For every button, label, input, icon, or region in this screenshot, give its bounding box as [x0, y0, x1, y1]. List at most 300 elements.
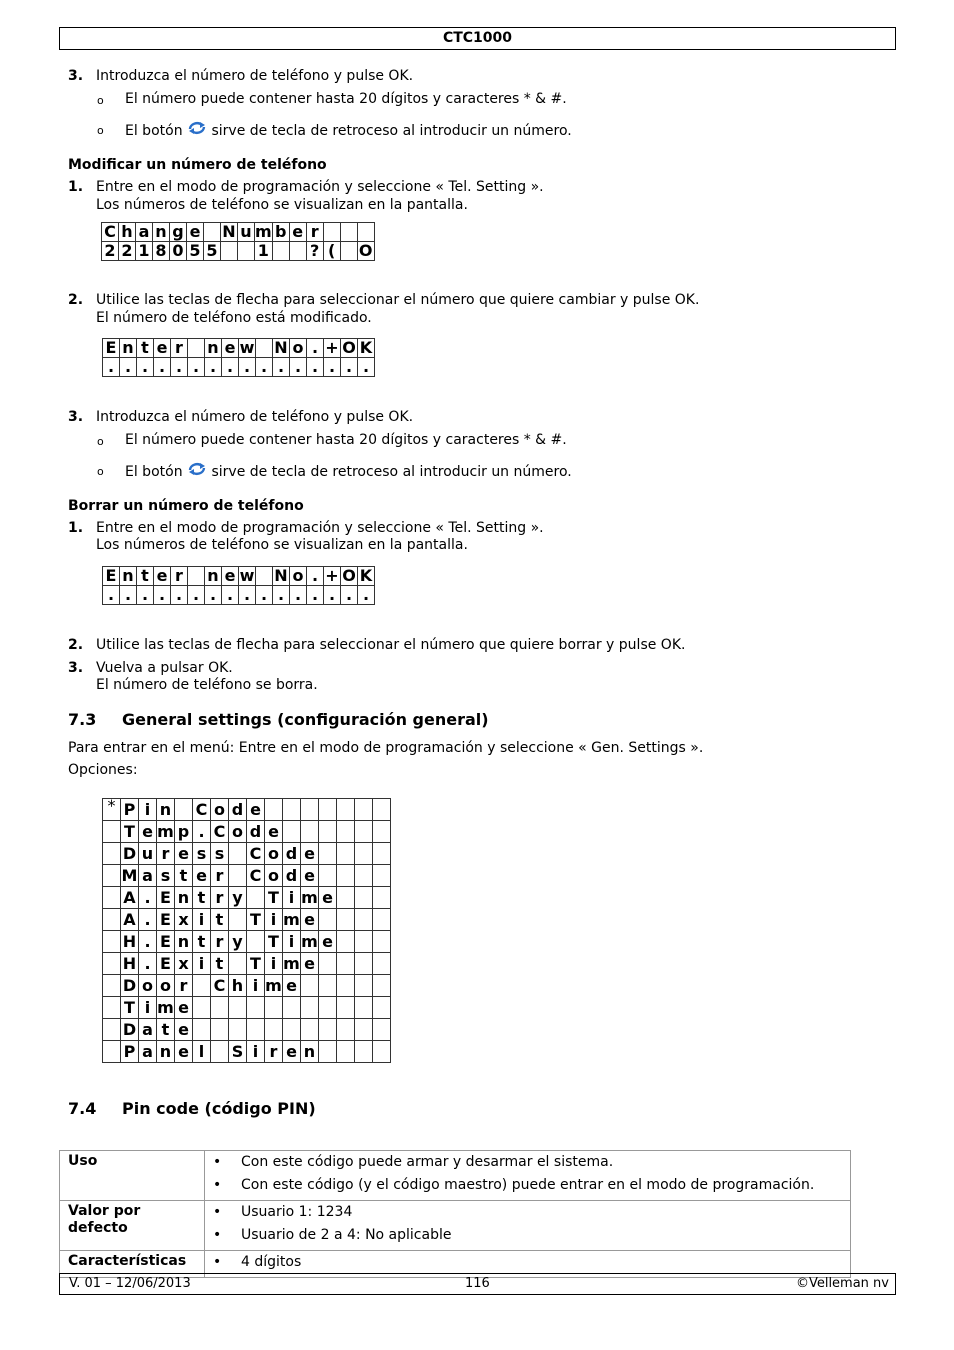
row-label: Uso — [60, 1151, 205, 1201]
lcd-cell: y — [229, 931, 247, 953]
lcd-cell: t — [211, 953, 229, 975]
bullet: • — [213, 1154, 222, 1170]
lcd-cell: e — [187, 223, 204, 242]
lcd-cell — [337, 821, 355, 843]
menu-row — [103, 975, 391, 997]
lcd-cell — [337, 843, 355, 865]
lcd-cell: e — [222, 339, 239, 358]
lcd-cell: r — [211, 865, 229, 887]
lcd-cell: e — [301, 953, 319, 975]
lcd-cell: N — [274, 566, 288, 585]
lcd-cell: P — [121, 1041, 139, 1063]
lcd-cell: d — [283, 843, 301, 865]
lcd-cell: o — [211, 799, 229, 821]
lcd-cell: o — [157, 975, 175, 997]
lcd-cell: . — [103, 586, 120, 605]
lcd-cell — [355, 843, 373, 865]
lcd-cell: r — [157, 843, 175, 865]
lcd-cell: H — [121, 931, 139, 953]
lcd-cell — [355, 931, 373, 953]
lcd-cell: t — [193, 931, 211, 953]
lcd-cell: i — [247, 1041, 265, 1063]
lcd-cell: . — [222, 586, 239, 605]
lcd-cell: e — [222, 567, 239, 586]
lcd-cell: m — [301, 932, 318, 951]
lcd-cell — [301, 975, 319, 997]
lcd-cell — [319, 1019, 337, 1041]
lcd-row — [103, 586, 375, 605]
lcd-cell: 1 — [136, 242, 153, 261]
step-text-cont: El número de teléfono se borra. — [96, 677, 318, 693]
lcd-cell — [319, 843, 337, 865]
lcd-row — [102, 242, 375, 261]
lcd-cell: x — [175, 909, 193, 931]
lcd-cell: t — [137, 339, 154, 358]
lcd-cell — [283, 997, 301, 1019]
lcd-cell — [319, 865, 337, 887]
paragraph: Opciones: — [68, 762, 138, 778]
sub-bullet-mark: o — [97, 94, 104, 107]
lcd-cell: . — [171, 586, 188, 605]
lcd-cell: t — [211, 909, 229, 931]
lcd-cell: . — [324, 358, 341, 377]
lcd-cell: a — [136, 223, 153, 242]
lcd-cell — [204, 223, 221, 242]
lcd-cell: s — [211, 843, 229, 865]
lcd-cell: r — [171, 339, 188, 358]
lcd-cell: m — [283, 954, 300, 973]
lcd-cell: d — [283, 865, 301, 887]
lcd-cell — [283, 821, 301, 843]
lcd-cell — [337, 909, 355, 931]
lcd-cell — [229, 1019, 247, 1041]
lcd-cell: r — [306, 223, 323, 242]
lcd-cell — [265, 799, 283, 821]
lcd-cell: . — [358, 586, 375, 605]
lcd-cell: d — [247, 821, 265, 843]
lcd-cell — [319, 799, 337, 821]
menu-row — [103, 843, 391, 865]
lcd-cell: i — [247, 975, 265, 997]
lcd-cell — [355, 1041, 373, 1063]
lcd-cell — [355, 909, 373, 931]
bullet: • — [213, 1254, 222, 1270]
lcd-cell: D — [121, 1019, 139, 1041]
lcd-cell: T — [247, 909, 265, 931]
step-number: 3. — [68, 660, 84, 676]
lcd-cell: K — [358, 339, 375, 358]
lcd-cell: u — [139, 843, 157, 865]
lcd-cell: + — [325, 566, 339, 585]
lcd-cell: H — [121, 953, 139, 975]
lcd-cell: u — [238, 223, 255, 242]
section-number: 7.3 — [68, 710, 97, 729]
lcd-cell: e — [283, 975, 301, 997]
lcd-cell: m — [255, 222, 272, 241]
lcd-cell: . — [290, 358, 307, 377]
lcd-cell: r — [265, 1041, 283, 1063]
text-after-icon: sirve de tecla de retroceso al introducir un número. — [211, 123, 572, 139]
menu-cursor-cell: * — [103, 799, 121, 821]
lcd-cell: . — [139, 909, 157, 931]
lcd-cell: 1 — [255, 242, 273, 261]
lcd-cell: . — [137, 358, 154, 377]
lcd-cell: e — [283, 1041, 301, 1063]
lcd-cell — [319, 821, 337, 843]
lcd-cell: . — [139, 953, 157, 975]
lcd-cell — [337, 975, 355, 997]
lcd-cell — [229, 997, 247, 1019]
lcd-cell: T — [247, 953, 265, 975]
lcd-cell: r — [171, 567, 188, 586]
lcd-cell: e — [154, 339, 171, 358]
lcd-cell: r — [211, 931, 229, 953]
lcd-row — [103, 339, 375, 358]
lcd-cell — [175, 799, 193, 821]
lcd-cell: e — [319, 931, 337, 953]
lcd-cell — [193, 1019, 211, 1041]
lcd-cell: m — [157, 822, 174, 841]
text-after-icon: sirve de tecla de retroceso al introducir un número. — [211, 464, 572, 480]
pin-code-table — [59, 1150, 851, 1278]
lcd-cell: 2 — [102, 242, 119, 261]
sub-bullet-mark: o — [97, 435, 104, 448]
lcd-cell — [188, 339, 205, 358]
lcd-cell — [193, 975, 211, 997]
lcd-cell — [188, 567, 205, 586]
step-number: 3. — [68, 68, 84, 84]
menu-cursor-cell — [103, 821, 121, 843]
menu-row — [103, 909, 391, 931]
menu-row — [103, 799, 391, 821]
lcd-cell: A — [121, 887, 139, 909]
lcd-cell: C — [247, 843, 265, 865]
list-item: • Usuario de 2 a 4: No aplicable — [213, 1227, 452, 1243]
lcd-cell: C — [193, 799, 211, 821]
lcd-cell: r — [175, 975, 193, 997]
lcd-cell: b — [272, 223, 289, 242]
lcd-cell: h — [119, 223, 136, 242]
lcd-cell: e — [193, 865, 211, 887]
lcd-cell: w — [239, 338, 255, 357]
lcd-cell: e — [247, 799, 265, 821]
lcd-cell — [238, 242, 255, 261]
lcd-cell: . — [120, 586, 137, 605]
menu-cursor-cell — [103, 887, 121, 909]
lcd-cell — [265, 997, 283, 1019]
lcd-cell: e — [265, 821, 283, 843]
lcd-cell: P — [121, 799, 139, 821]
step-number: 2. — [68, 637, 84, 653]
lcd-cell — [323, 223, 340, 242]
lcd-cell: . — [154, 358, 171, 377]
lcd-cell: e — [175, 843, 193, 865]
lcd-cell — [373, 865, 391, 887]
lcd-cell: a — [139, 865, 157, 887]
sub-bullet-text — [125, 461, 572, 481]
lcd-cell — [301, 997, 319, 1019]
lcd-cell: i — [283, 931, 301, 953]
lcd-cell — [337, 887, 355, 909]
lcd-cell: n — [175, 887, 193, 909]
lcd-cell: . — [307, 358, 324, 377]
lcd-cell: . — [358, 358, 375, 377]
step-number: 1. — [68, 179, 84, 195]
lcd-cell: . — [290, 586, 307, 605]
menu-cursor-cell — [103, 997, 121, 1019]
lcd-cell — [373, 931, 391, 953]
lcd-cell: i — [193, 953, 211, 975]
lcd-cell: n — [157, 1041, 175, 1063]
lcd-cell: O — [358, 241, 373, 260]
lcd-cell — [373, 1041, 391, 1063]
table-row — [60, 1201, 851, 1251]
lcd-cell: . — [171, 358, 188, 377]
lcd-cell: . — [139, 887, 157, 909]
menu-cursor-cell — [103, 953, 121, 975]
lcd-cell: n — [175, 931, 193, 953]
lcd-cell — [373, 909, 391, 931]
lcd-cell: i — [265, 953, 283, 975]
lcd-cell — [373, 799, 391, 821]
step-text: Entre en el modo de programación y seleccione « Tel. Setting ». — [96, 179, 544, 195]
lcd-cell — [283, 1019, 301, 1041]
lcd-cell: n — [153, 223, 170, 242]
lcd-cell — [211, 1041, 229, 1063]
lcd-cell: N — [222, 222, 236, 241]
lcd-cell — [229, 909, 247, 931]
menu-row — [103, 1041, 391, 1063]
lcd-cell — [340, 223, 357, 242]
lcd-cell: . — [256, 586, 273, 605]
refresh-arrows-icon — [187, 461, 207, 477]
lcd-cell: e — [301, 865, 319, 887]
lcd-cell: s — [157, 865, 175, 887]
lcd-cell: K — [358, 567, 375, 586]
lcd-cell — [355, 997, 373, 1019]
lcd-cell — [319, 975, 337, 997]
lcd-cell: w — [239, 566, 255, 585]
section-title: General settings (configuración general) — [122, 710, 489, 729]
lcd-cell: . — [273, 358, 290, 377]
lcd-cell: C — [247, 865, 265, 887]
lcd-cell — [211, 1019, 229, 1041]
footer-copyright: ©Velleman nv — [795, 1276, 889, 1291]
lcd-cell: m — [265, 976, 282, 995]
lcd-cell — [373, 953, 391, 975]
step-text-cont: Los números de teléfono se visualizan en la pantalla. — [96, 537, 468, 553]
lcd-cell — [247, 887, 265, 909]
lcd-cell: e — [301, 909, 319, 931]
lcd-cell: r — [211, 887, 229, 909]
lcd-cell — [247, 1019, 265, 1041]
sub-bullet-text: El número puede contener hasta 20 dígitos y caracteres * & #. — [125, 91, 567, 107]
lcd-cell: . — [324, 586, 341, 605]
lcd-cell: e — [175, 1041, 193, 1063]
lcd-cell: E — [157, 909, 175, 931]
bullet: • — [213, 1204, 222, 1220]
lcd-cell: x — [175, 953, 193, 975]
lcd-cell — [355, 799, 373, 821]
lcd-cell: o — [265, 865, 283, 887]
lcd-cell: ( — [323, 242, 340, 261]
lcd-cell: . — [137, 586, 154, 605]
step-text: Vuelva a pulsar OK. — [96, 660, 233, 676]
lcd-cell: o — [290, 567, 307, 586]
lcd-cell: i — [139, 997, 157, 1019]
lcd-cell: O — [342, 566, 356, 585]
section-heading-delete: Borrar un número de teléfono — [68, 498, 304, 514]
lcd-cell — [319, 997, 337, 1019]
lcd-cell — [265, 1019, 283, 1041]
list-item: • Usuario 1: 1234 — [213, 1204, 353, 1220]
lcd-cell: E — [157, 953, 175, 975]
lcd-cell — [229, 843, 247, 865]
step-number: 1. — [68, 520, 84, 536]
lcd-cell — [301, 799, 319, 821]
lcd-cell: C — [211, 975, 229, 997]
lcd-cell: . — [341, 586, 358, 605]
menu-cursor-cell — [103, 909, 121, 931]
step-text-cont: El número de teléfono está modificado. — [96, 310, 372, 326]
lcd-cell — [229, 865, 247, 887]
paragraph: Para entrar en el menú: Entre en el modo de programación y seleccione « Gen. Settings ». — [68, 740, 704, 756]
lcd-cell — [337, 997, 355, 1019]
lcd-cell — [357, 223, 374, 242]
lcd-cell: N — [274, 338, 288, 357]
lcd-cell: i — [193, 909, 211, 931]
lcd-cell: t — [175, 865, 193, 887]
lcd-cell — [373, 887, 391, 909]
menu-cursor-cell — [103, 1019, 121, 1041]
lcd-cell: . — [341, 358, 358, 377]
lcd-cell — [373, 821, 391, 843]
lcd-cell — [256, 567, 273, 586]
footer-page-number: 116 — [465, 1276, 490, 1291]
lcd-cell: T — [121, 821, 139, 843]
menu-row — [103, 821, 391, 843]
lcd-row — [103, 358, 375, 377]
lcd-cell: . — [307, 586, 324, 605]
lcd-cell: d — [229, 799, 247, 821]
lcd-cell: s — [193, 843, 211, 865]
lcd-cell — [301, 1019, 319, 1041]
menu-row — [103, 865, 391, 887]
row-label: Valor por defecto — [60, 1201, 205, 1251]
lcd-cell — [301, 821, 319, 843]
lcd-cell — [373, 975, 391, 997]
lcd-cell: m — [283, 910, 300, 929]
lcd-cell: a — [139, 1041, 157, 1063]
lcd-cell — [319, 1041, 337, 1063]
lcd-cell: e — [139, 821, 157, 843]
menu-row — [103, 1019, 391, 1041]
step-text: Utilice las teclas de flecha para seleccionar el número que quiere cambiar y pulse OK. — [96, 292, 700, 308]
lcd-cell — [355, 887, 373, 909]
lcd-cell — [211, 997, 229, 1019]
lcd-cell — [373, 997, 391, 1019]
lcd-cell: e — [175, 997, 193, 1019]
lcd-cell: . — [273, 586, 290, 605]
lcd-cell: m — [157, 998, 174, 1017]
lcd-cell: e — [154, 567, 171, 586]
lcd-cell — [229, 953, 247, 975]
lcd-cell: m — [301, 888, 318, 907]
lcd-cell: n — [120, 567, 137, 586]
lcd-cell — [337, 931, 355, 953]
lcd-cell: p — [175, 821, 193, 843]
step-text-cont: Los números de teléfono se visualizan en la pantalla. — [96, 197, 468, 213]
page-footer — [59, 1273, 896, 1295]
lcd-cell: + — [325, 338, 339, 357]
sub-bullet-text: El número puede contener hasta 20 dígitos y caracteres * & #. — [125, 432, 567, 448]
section-number: 7.4 — [68, 1099, 97, 1118]
lcd-cell — [355, 821, 373, 843]
lcd-cell: g — [170, 223, 187, 242]
lcd-cell: n — [205, 339, 222, 358]
lcd-cell — [355, 953, 373, 975]
lcd-row — [103, 567, 375, 586]
header-title: CTC1000 — [442, 30, 513, 46]
lcd-cell: t — [137, 567, 154, 586]
lcd-cell: D — [121, 843, 139, 865]
lcd-cell: a — [139, 1019, 157, 1041]
lcd-cell: . — [307, 339, 324, 358]
lcd-cell: n — [205, 567, 222, 586]
menu-cursor-cell — [103, 865, 121, 887]
text-before-icon: El botón — [125, 123, 183, 139]
lcd-menu-options — [102, 798, 391, 1063]
lcd-cell: . — [239, 586, 256, 605]
lcd-cell: o — [139, 975, 157, 997]
lcd-cell: e — [319, 887, 337, 909]
sub-bullet-mark: o — [97, 124, 104, 137]
lcd-cell: ? — [306, 242, 323, 261]
lcd-cell: C — [102, 223, 119, 242]
list-item: • Con este código puede armar y desarmar el sistema. — [213, 1154, 614, 1170]
lcd-cell: O — [342, 338, 356, 357]
menu-cursor-cell — [103, 1041, 121, 1063]
lcd-cell — [193, 997, 211, 1019]
lcd-cell: 8 — [153, 242, 170, 261]
menu-row — [103, 953, 391, 975]
lcd-cell: l — [193, 1041, 211, 1063]
lcd-cell — [247, 931, 265, 953]
footer-version: V. 01 – 12/06/2013 — [69, 1276, 191, 1291]
bullet: • — [213, 1177, 222, 1193]
lcd-cell: E — [157, 931, 175, 953]
lcd-cell: C — [211, 821, 229, 843]
lcd-display-change-number — [101, 222, 375, 261]
lcd-cell — [319, 953, 337, 975]
lcd-cell — [355, 865, 373, 887]
lcd-cell: T — [265, 931, 283, 953]
lcd-cell — [355, 975, 373, 997]
lcd-cell — [319, 909, 337, 931]
lcd-cell: e — [175, 1019, 193, 1041]
step-number: 2. — [68, 292, 84, 308]
lcd-cell: h — [229, 975, 247, 997]
lcd-cell: y — [229, 887, 247, 909]
lcd-cell: . — [103, 358, 120, 377]
lcd-cell: . — [205, 358, 222, 377]
lcd-cell — [355, 1019, 373, 1041]
lcd-cell — [272, 242, 289, 261]
lcd-cell: . — [193, 821, 211, 843]
lcd-cell: T — [265, 887, 283, 909]
lcd-cell: . — [239, 358, 256, 377]
lcd-cell: 5 — [187, 242, 204, 261]
